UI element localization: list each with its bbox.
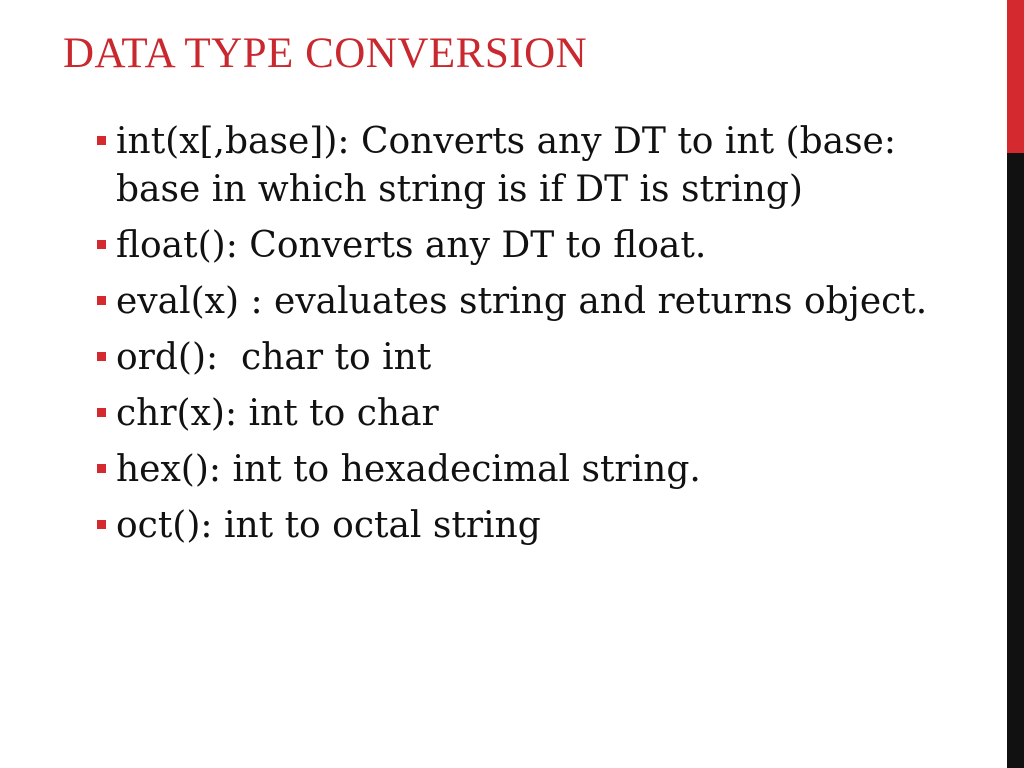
bullet-text: hex(): int to hexadecimal string. bbox=[116, 449, 701, 490]
bullet-text: float(): Converts any DT to float. bbox=[116, 225, 707, 266]
accent-bar bbox=[1007, 0, 1024, 768]
bullet-text: eval(x) : evaluates string and returns object. bbox=[116, 281, 928, 322]
slide-title: DATA TYPE CONVERSION bbox=[63, 30, 588, 77]
square-bullet-icon bbox=[97, 520, 106, 529]
square-bullet-icon bbox=[97, 240, 106, 249]
bullet-text: ord(): char to int bbox=[116, 337, 432, 378]
bullet-text: int(x[,base]): Converts any DT to int (base: base in which string is if DT is string) bbox=[116, 121, 896, 210]
square-bullet-icon bbox=[97, 352, 106, 361]
bullet-item-oct bbox=[95, 502, 975, 550]
bullet-item-int bbox=[95, 118, 975, 214]
bullet-text: chr(x): int to char bbox=[116, 393, 439, 434]
bullet-item-ord bbox=[95, 334, 975, 382]
square-bullet-icon bbox=[97, 464, 106, 473]
square-bullet-icon bbox=[97, 296, 106, 305]
bullet-item-eval bbox=[95, 278, 975, 326]
accent-bar-red bbox=[1007, 0, 1024, 153]
bullet-list bbox=[95, 118, 975, 558]
bullet-item-chr bbox=[95, 390, 975, 438]
bullet-item-float bbox=[95, 222, 975, 270]
bullet-item-hex bbox=[95, 446, 975, 494]
accent-bar-dark bbox=[1007, 153, 1024, 768]
square-bullet-icon bbox=[97, 408, 106, 417]
bullet-text: oct(): int to octal string bbox=[116, 505, 541, 546]
square-bullet-icon bbox=[97, 136, 106, 145]
